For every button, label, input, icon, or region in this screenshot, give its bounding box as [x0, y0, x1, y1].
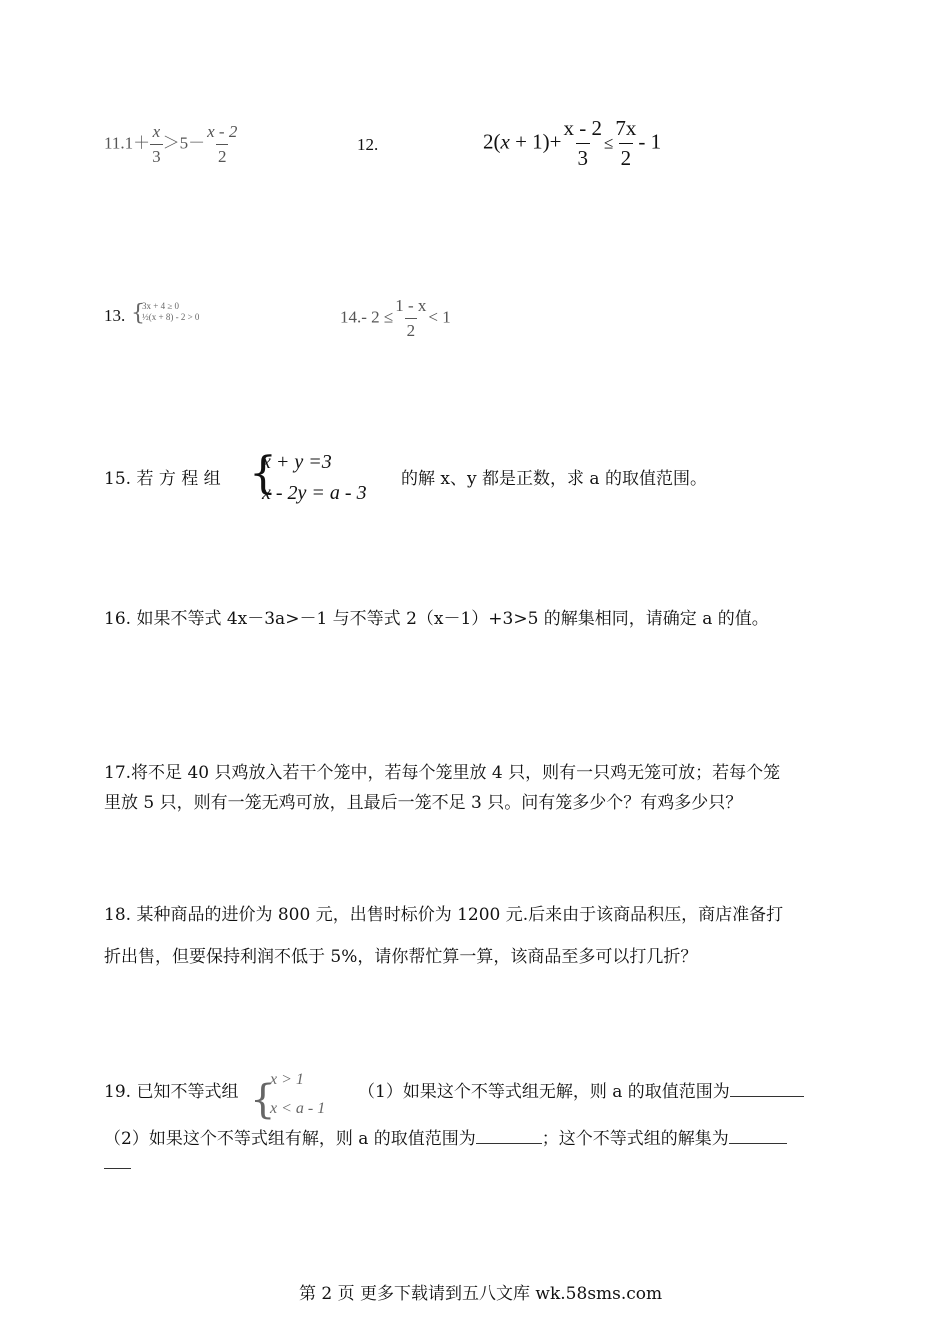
- q13-system: [142, 301, 199, 323]
- page-footer: 第 2 页 更多下载请到五八文库 wk.58sms.com: [299, 1284, 663, 1304]
- question-12-label: 12.: [357, 135, 379, 154]
- q14-label: 14.: [340, 307, 362, 327]
- q19-part-1: [358, 1077, 804, 1102]
- question-17-line-2: 里放 5 只，则有一笼无鸡可放，且最后一笼不足 3 只。问有笼多少个？有鸡多少只？: [104, 793, 743, 813]
- q19-answer-blank-3[interactable]: [729, 1127, 787, 1144]
- q19-system: [270, 1065, 325, 1123]
- question-12: [483, 116, 661, 171]
- q12-fraction-2: [613, 116, 638, 171]
- question-19-label: 19. 已知不等式组: [104, 1082, 239, 1102]
- q12-denominator-2: 2: [619, 143, 634, 171]
- q13-brace: {: [131, 301, 145, 326]
- q19-answer-blank-3-continuation[interactable]: [104, 1168, 131, 1169]
- question-17-line-1: 17.将不足 40 只鸡放入若干个笼中，若每个笼里放 4 只，则有一只鸡无笼可放；若每个笼: [104, 763, 781, 783]
- q14-denominator: 2: [405, 318, 418, 341]
- q19-inequality-2: x < a - 1: [270, 1100, 326, 1117]
- q11-denominator-1: 3: [150, 144, 163, 167]
- question-14: [340, 296, 451, 341]
- q11-numerator-1: x: [152, 122, 161, 141]
- q12-x: x: [500, 129, 510, 154]
- q19-brace: {: [250, 1077, 276, 1123]
- q19-part-2-solution-text: ；这个不等式组的解集为: [541, 1129, 729, 1149]
- q11-operator: ＞5－: [162, 133, 206, 153]
- q14-numerator: 1 - x: [395, 296, 427, 315]
- q19-part-2: [104, 1124, 787, 1149]
- q11-numerator-2: x - 2: [207, 122, 238, 141]
- q12-pre: 2(: [483, 129, 501, 154]
- q12-leq: ≤: [604, 133, 614, 153]
- q15-equation-1: x + y =3: [262, 451, 332, 473]
- q15-brace: {: [249, 448, 277, 499]
- q15-system: [262, 447, 367, 509]
- q12-fraction-1: [562, 116, 605, 171]
- q15-suffix: 的解 x、y 都是正数，求 a 的取值范围。: [401, 469, 707, 489]
- q14-post: < 1: [428, 307, 451, 327]
- question-13-label: 13.: [104, 306, 126, 325]
- q12-numerator-2: 7x: [615, 116, 637, 140]
- q19-part-2-text: （2）如果这个不等式组有解，则 a 的取值范围为: [104, 1129, 476, 1149]
- q12-denominator-1: 3: [576, 143, 591, 171]
- q13-line-2: ½(x + 8) - 2 > 0: [142, 312, 200, 322]
- question-18-line-1: 18. 某种商品的进价为 800 元，出售时标价为 1200 元.后来由于该商品积压，商店准备打: [104, 905, 784, 925]
- q11-fraction-2: [205, 122, 239, 167]
- q12-numerator-1: x - 2: [563, 116, 603, 140]
- question-11: [104, 122, 239, 167]
- q19-part-1-text: （1）如果这个不等式组无解，则 a 的取值范围为: [358, 1082, 730, 1102]
- q11-denominator-2: 2: [216, 144, 229, 167]
- q14-fraction: [393, 296, 428, 341]
- q12-plus: + 1)+: [509, 129, 562, 154]
- q11-fraction-1: [150, 122, 163, 167]
- question-18-line-2: 折出售，但要保持利润不低于 5%，请你帮忙算一算，该商品至多可以打几折？: [104, 947, 698, 967]
- q11-lhs: 1＋: [124, 133, 151, 153]
- q14-pre: - 2 ≤: [361, 307, 394, 327]
- question-16: 16. 如果不等式 4x－3a>－1 与不等式 2（x－1）+3>5 的解集相同，请确定 a 的值。: [104, 609, 769, 629]
- question-15-label: 15. 若 方 程 组: [104, 469, 221, 489]
- q19-answer-blank-1[interactable]: [730, 1080, 804, 1097]
- q12-post: - 1: [638, 129, 662, 154]
- q11-label: 11.: [104, 133, 125, 153]
- q15-equation-2: x - 2y = a - 3: [262, 482, 367, 504]
- q19-answer-blank-2[interactable]: [476, 1127, 542, 1144]
- q13-line-1: 3x + 4 ≥ 0: [142, 301, 180, 311]
- q19-inequality-1: x > 1: [270, 1071, 304, 1088]
